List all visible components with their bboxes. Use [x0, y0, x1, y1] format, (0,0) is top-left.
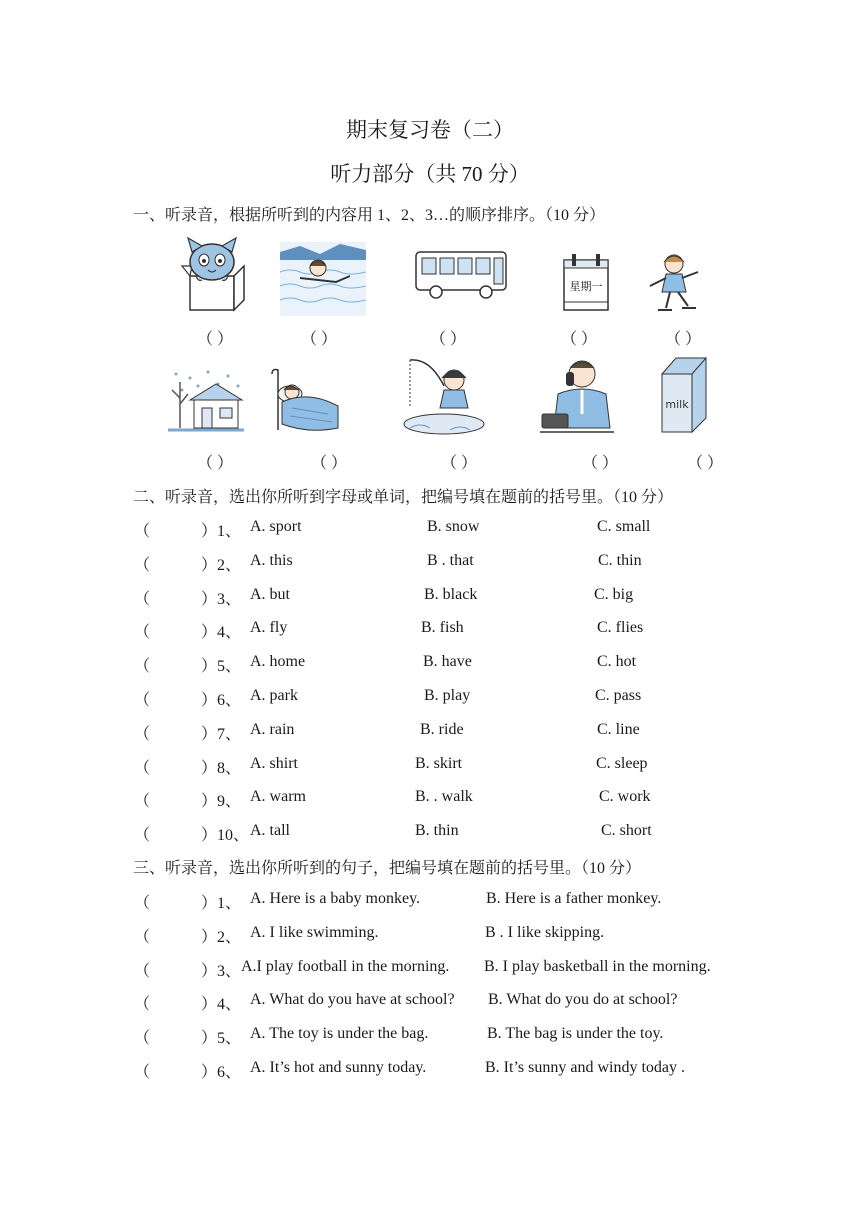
answer-blank-open[interactable]: （ [134, 928, 151, 946]
question-number: ）3、 [201, 962, 242, 980]
question-number: ）4、 [201, 996, 242, 1014]
option-a: A. this [250, 551, 293, 569]
answer-blank-open[interactable]: （ [134, 658, 151, 676]
answer-blank-4[interactable]: （ ） [561, 331, 598, 348]
option-c: C. big [594, 585, 634, 603]
question-number: ）2、 [201, 928, 242, 946]
answer-blank-open[interactable]: （ [134, 725, 151, 743]
option-a: A. warm [250, 788, 306, 806]
option-c: C. small [597, 518, 651, 535]
option-b: B. ride [420, 720, 464, 738]
answer-blank-8[interactable]: （ ） [441, 455, 478, 472]
option-b: B . I like skipping. [485, 923, 605, 941]
option-a: A. tall [250, 822, 290, 840]
answer-blank-open[interactable]: （ [134, 962, 151, 980]
question-number: ）6、 [201, 692, 242, 709]
option-b: B. It’s sunny and windy today . [485, 1059, 685, 1076]
answer-blank-open[interactable]: （ [134, 827, 151, 845]
question-number: ）7、 [201, 725, 242, 743]
answer-blank-7[interactable]: （ ） [311, 455, 348, 472]
answer-blank-1[interactable]: （ ） [197, 331, 234, 348]
option-b: B. fish [421, 619, 464, 637]
skating-girl-picture [640, 250, 706, 318]
question-number: ）9、 [201, 793, 242, 811]
answer-blank-10[interactable]: （ ） [687, 455, 724, 472]
calendar-text: 星期一 [569, 280, 603, 293]
question-number: ）1、 [201, 523, 242, 540]
option-a: A. park [250, 687, 298, 704]
snowy-house-picture [168, 368, 244, 434]
answer-blank-open[interactable]: （ [134, 590, 151, 608]
answer-blank-3[interactable]: （ ） [430, 331, 467, 348]
answer-blank-open[interactable]: （ [134, 759, 151, 777]
option-b: B. have [423, 653, 472, 671]
option-b: B. The bag is under the toy. [487, 1025, 664, 1043]
option-c: C. line [597, 720, 640, 738]
answer-blank-open[interactable]: （ [134, 1030, 151, 1048]
milk-text: milk [665, 398, 689, 411]
answer-blank-9[interactable]: （ ） [582, 455, 619, 472]
page-title: 期末复习卷（二） [346, 118, 514, 142]
section1-heading: 一、听录音，根据所听到的内容用 1、2、3…的顺序排序。（10 分） [133, 207, 606, 224]
option-a: A. shirt [250, 754, 298, 772]
milk-carton-picture [656, 354, 712, 436]
option-c: C. sleep [596, 754, 648, 772]
option-b: B. . walk [415, 788, 473, 806]
option-b: B . that [427, 551, 474, 569]
option-a: A. rain [250, 720, 295, 738]
answer-blank-open[interactable]: （ [134, 895, 151, 912]
option-c: C. short [601, 822, 652, 840]
question-number: ）8、 [201, 759, 242, 777]
answer-blank-open[interactable]: （ [134, 624, 151, 642]
option-a: A. sport [250, 518, 302, 535]
option-a: A.I play football in the morning. [241, 957, 450, 975]
answer-blank-open[interactable]: （ [134, 523, 151, 540]
option-a: A. It’s hot and sunny today. [250, 1059, 427, 1076]
page-subtitle: 听力部分（共 70 分） [330, 162, 530, 186]
option-b: B. skirt [415, 754, 463, 772]
option-c: C. work [599, 788, 651, 806]
fishing-girl-picture [400, 356, 486, 440]
answer-blank-open[interactable]: （ [134, 793, 151, 811]
answer-blank-2[interactable]: （ ） [301, 331, 338, 348]
option-c: C. thin [598, 551, 642, 569]
section2-heading: 二、听录音，选出你所听到字母或单词，把编号填在题前的括号里。（10 分） [133, 489, 674, 506]
answer-blank-open[interactable]: （ [134, 556, 151, 574]
question-number: ）5、 [201, 1030, 242, 1048]
option-a: A. What do you have at school? [250, 991, 455, 1009]
calendar-monday-picture [560, 254, 612, 314]
question-number: ）1、 [201, 895, 242, 912]
option-b: B. black [424, 585, 478, 603]
option-a: A. Here is a baby monkey. [250, 890, 421, 907]
option-b: B. Here is a father monkey. [486, 890, 662, 907]
answer-blank-6[interactable]: （ ） [197, 455, 234, 472]
option-a: A. The toy is under the bag. [250, 1025, 429, 1043]
option-b: B. snow [427, 518, 480, 535]
answer-blank-open[interactable]: （ [134, 692, 151, 709]
option-b: B. play [424, 687, 471, 704]
cat-in-box-picture [178, 236, 250, 314]
option-c: C. pass [595, 687, 642, 704]
option-a: A. I like swimming. [250, 923, 379, 941]
answer-blank-open[interactable]: （ [134, 996, 151, 1014]
question-number: ）10、 [201, 827, 250, 845]
question-number: ）2、 [201, 556, 242, 574]
answer-blank-open[interactable]: （ [134, 1064, 151, 1081]
sleeping-child-picture [268, 368, 340, 436]
swimming-boy-picture [280, 242, 366, 316]
bus-picture [414, 248, 510, 300]
section3-heading: 三、听录音，选出你所听到的句子，把编号填在题前的括号里。（10 分） [133, 860, 642, 877]
question-number: ）6、 [201, 1064, 242, 1081]
answer-blank-5[interactable]: （ ） [665, 331, 702, 348]
question-number: ）3、 [201, 590, 242, 608]
option-a: A. but [250, 585, 290, 603]
option-b: B. I play basketball in the morning. [484, 957, 711, 975]
option-c: C. hot [597, 653, 637, 671]
option-a: A. home [250, 653, 306, 671]
option-b: B. What do you do at school? [488, 991, 678, 1009]
question-number: ）4、 [201, 624, 242, 642]
option-b: B. thin [415, 822, 459, 840]
option-a: A. fly [250, 619, 288, 637]
man-on-phone-picture [540, 354, 614, 436]
option-c: C. flies [597, 619, 644, 637]
question-number: ）5、 [201, 658, 242, 676]
